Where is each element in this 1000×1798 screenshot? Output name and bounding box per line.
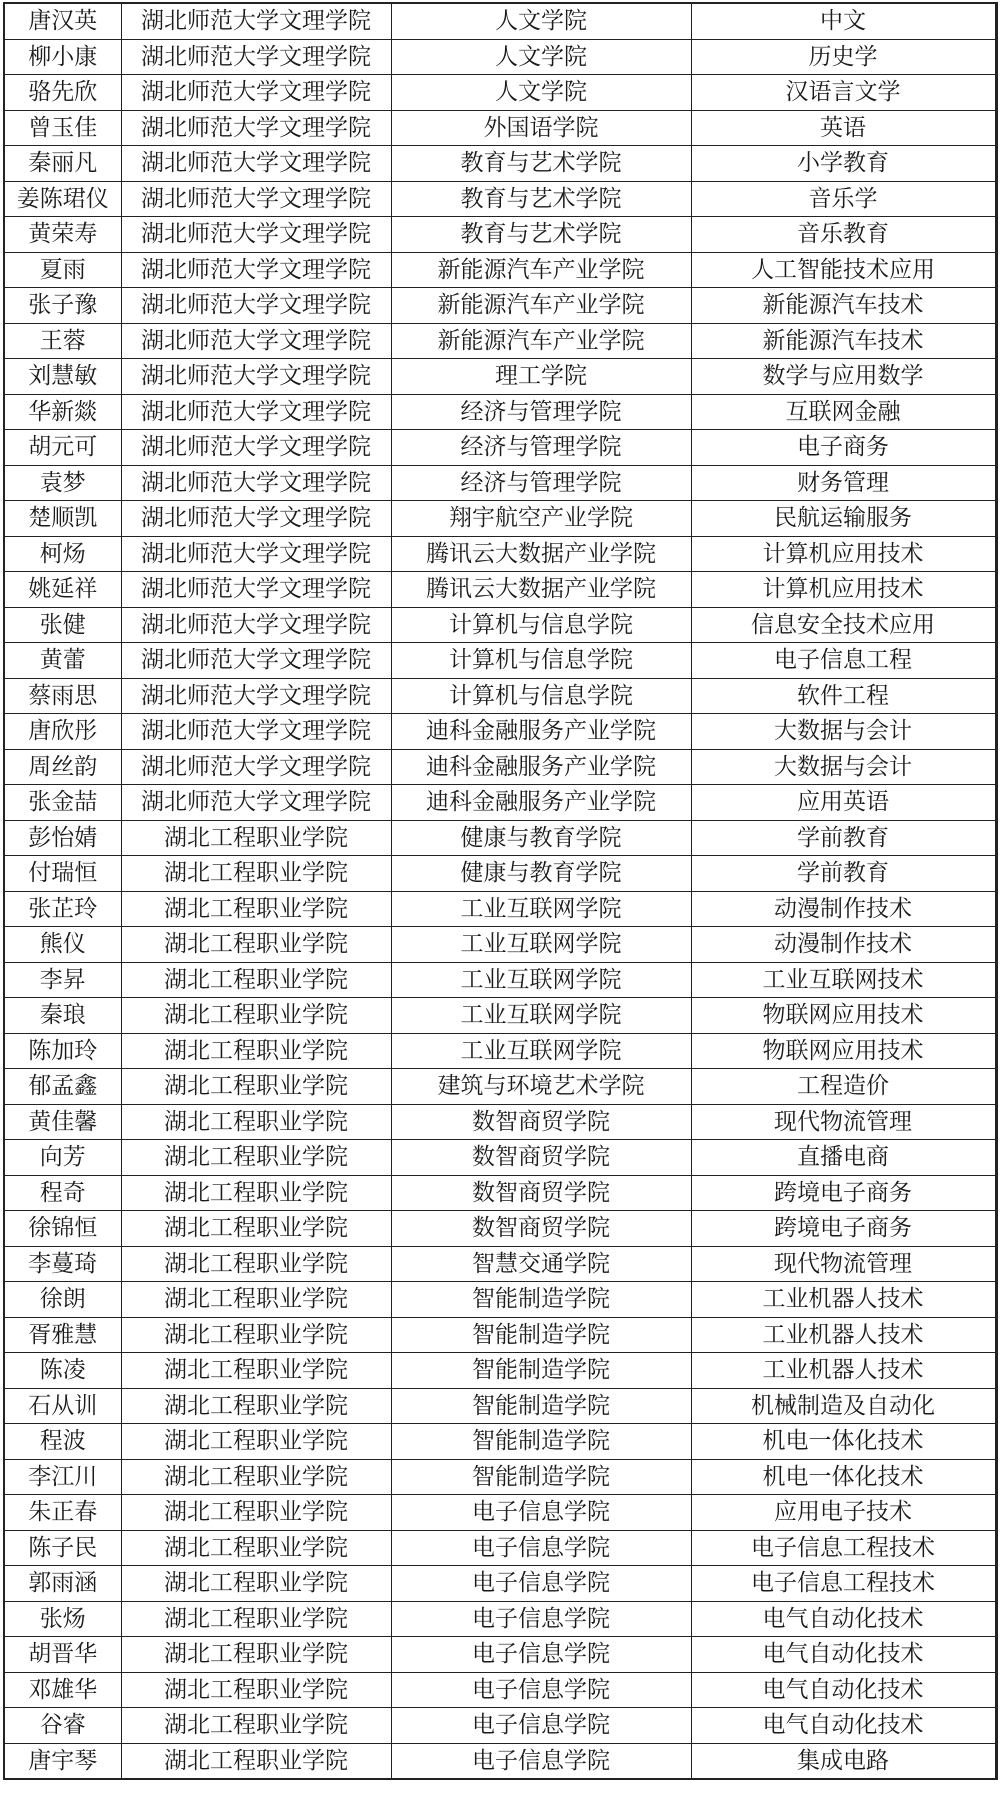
student-name-cell: 李江川 bbox=[4, 1459, 121, 1495]
major-cell: 机械制造及自动化 bbox=[691, 1388, 996, 1424]
college-cell: 迪科金融服务产业学院 bbox=[391, 714, 691, 750]
student-name-cell: 曾玉佳 bbox=[4, 110, 121, 146]
table-row bbox=[4, 1566, 996, 1602]
student-name-cell: 楚顺凯 bbox=[4, 501, 121, 537]
student-name-cell: 彭怡婧 bbox=[4, 820, 121, 856]
college-cell: 智慧交通学院 bbox=[391, 1246, 691, 1282]
school-cell: 湖北工程职业学院 bbox=[121, 1637, 391, 1673]
table-row bbox=[4, 1282, 996, 1318]
student-name-cell: 石从训 bbox=[4, 1388, 121, 1424]
school-cell: 湖北师范大学文理学院 bbox=[121, 252, 391, 288]
college-cell: 经济与管理学院 bbox=[391, 394, 691, 430]
table-row bbox=[4, 110, 996, 146]
student-name-cell: 周丝韵 bbox=[4, 749, 121, 785]
table-row bbox=[4, 1672, 996, 1708]
college-cell: 迪科金融服务产业学院 bbox=[391, 749, 691, 785]
table-row bbox=[4, 1637, 996, 1673]
major-cell: 电气自动化技术 bbox=[691, 1708, 996, 1744]
college-cell: 健康与教育学院 bbox=[391, 820, 691, 856]
college-cell: 工业互联网学院 bbox=[391, 1033, 691, 1069]
student-name-cell: 徐朗 bbox=[4, 1282, 121, 1318]
major-cell: 计算机应用技术 bbox=[691, 572, 996, 608]
table-row bbox=[4, 394, 996, 430]
college-cell: 电子信息学院 bbox=[391, 1566, 691, 1602]
table-row bbox=[4, 1069, 996, 1105]
student-name-cell: 程奇 bbox=[4, 1175, 121, 1211]
student-name-cell: 夏雨 bbox=[4, 252, 121, 288]
student-name-cell: 秦琅 bbox=[4, 998, 121, 1034]
student-name-cell: 邓雄华 bbox=[4, 1672, 121, 1708]
student-name-cell: 徐锦恒 bbox=[4, 1211, 121, 1247]
major-cell: 新能源汽车技术 bbox=[691, 323, 996, 359]
table-row bbox=[4, 714, 996, 750]
school-cell: 湖北工程职业学院 bbox=[121, 1566, 391, 1602]
student-name-cell: 黄蕾 bbox=[4, 643, 121, 679]
student-name-cell: 秦丽凡 bbox=[4, 146, 121, 182]
major-cell: 软件工程 bbox=[691, 678, 996, 714]
major-cell: 学前教育 bbox=[691, 856, 996, 892]
college-cell: 新能源汽车产业学院 bbox=[391, 288, 691, 324]
major-cell: 电子信息工程 bbox=[691, 643, 996, 679]
student-name-cell: 张金喆 bbox=[4, 785, 121, 821]
student-name-cell: 华新燚 bbox=[4, 394, 121, 430]
table-row bbox=[4, 1708, 996, 1744]
student-name-cell: 胡元可 bbox=[4, 430, 121, 466]
school-cell: 湖北工程职业学院 bbox=[121, 962, 391, 998]
major-cell: 电气自动化技术 bbox=[691, 1637, 996, 1673]
school-cell: 湖北师范大学文理学院 bbox=[121, 110, 391, 146]
college-cell: 人文学院 bbox=[391, 75, 691, 111]
school-cell: 湖北工程职业学院 bbox=[121, 1495, 391, 1531]
student-name-cell: 李昇 bbox=[4, 962, 121, 998]
student-name-cell: 李蔓琦 bbox=[4, 1246, 121, 1282]
student-name-cell: 柯炀 bbox=[4, 536, 121, 572]
major-cell: 机电一体化技术 bbox=[691, 1459, 996, 1495]
major-cell: 新能源汽车技术 bbox=[691, 288, 996, 324]
school-cell: 湖北工程职业学院 bbox=[121, 1388, 391, 1424]
school-cell: 湖北工程职业学院 bbox=[121, 1246, 391, 1282]
student-name-cell: 郭雨涵 bbox=[4, 1566, 121, 1602]
student-name-cell: 姜陈珺仪 bbox=[4, 181, 121, 217]
college-cell: 腾讯云大数据产业学院 bbox=[391, 572, 691, 608]
college-cell: 外国语学院 bbox=[391, 110, 691, 146]
major-cell: 中文 bbox=[691, 3, 996, 39]
school-cell: 湖北师范大学文理学院 bbox=[121, 643, 391, 679]
table-row bbox=[4, 856, 996, 892]
major-cell: 电气自动化技术 bbox=[691, 1672, 996, 1708]
student-name-cell: 张健 bbox=[4, 607, 121, 643]
major-cell: 大数据与会计 bbox=[691, 714, 996, 750]
major-cell: 应用电子技术 bbox=[691, 1495, 996, 1531]
table-row bbox=[4, 1424, 996, 1460]
college-cell: 电子信息学院 bbox=[391, 1530, 691, 1566]
major-cell: 互联网金融 bbox=[691, 394, 996, 430]
major-cell: 财务管理 bbox=[691, 465, 996, 501]
college-cell: 经济与管理学院 bbox=[391, 465, 691, 501]
major-cell: 工业机器人技术 bbox=[691, 1353, 996, 1389]
student-name-cell: 刘慧敏 bbox=[4, 359, 121, 395]
major-cell: 现代物流管理 bbox=[691, 1104, 996, 1140]
major-cell: 学前教育 bbox=[691, 820, 996, 856]
student-name-cell: 柳小康 bbox=[4, 39, 121, 75]
student-name-cell: 唐欣彤 bbox=[4, 714, 121, 750]
student-name-cell: 骆先欣 bbox=[4, 75, 121, 111]
college-cell: 经济与管理学院 bbox=[391, 430, 691, 466]
school-cell: 湖北工程职业学院 bbox=[121, 1601, 391, 1637]
student-name-cell: 向芳 bbox=[4, 1140, 121, 1176]
major-cell: 英语 bbox=[691, 110, 996, 146]
table-row bbox=[4, 572, 996, 608]
table-row bbox=[4, 146, 996, 182]
school-cell: 湖北师范大学文理学院 bbox=[121, 501, 391, 537]
major-cell: 跨境电子商务 bbox=[691, 1175, 996, 1211]
school-cell: 湖北师范大学文理学院 bbox=[121, 75, 391, 111]
table-row bbox=[4, 3, 996, 39]
table-row bbox=[4, 536, 996, 572]
student-name-cell: 张炀 bbox=[4, 1601, 121, 1637]
major-cell: 工程造价 bbox=[691, 1069, 996, 1105]
college-cell: 数智商贸学院 bbox=[391, 1211, 691, 1247]
major-cell: 物联网应用技术 bbox=[691, 998, 996, 1034]
student-name-cell: 郁孟鑫 bbox=[4, 1069, 121, 1105]
college-cell: 新能源汽车产业学院 bbox=[391, 323, 691, 359]
college-cell: 电子信息学院 bbox=[391, 1495, 691, 1531]
major-cell: 数学与应用数学 bbox=[691, 359, 996, 395]
table-row bbox=[4, 678, 996, 714]
major-cell: 物联网应用技术 bbox=[691, 1033, 996, 1069]
college-cell: 腾讯云大数据产业学院 bbox=[391, 536, 691, 572]
table-row bbox=[4, 749, 996, 785]
school-cell: 湖北工程职业学院 bbox=[121, 1282, 391, 1318]
table-row bbox=[4, 1495, 996, 1531]
school-cell: 湖北师范大学文理学院 bbox=[121, 146, 391, 182]
table-row bbox=[4, 1211, 996, 1247]
major-cell: 动漫制作技术 bbox=[691, 891, 996, 927]
college-cell: 工业互联网学院 bbox=[391, 998, 691, 1034]
student-name-cell: 胡晋华 bbox=[4, 1637, 121, 1673]
college-cell: 智能制造学院 bbox=[391, 1353, 691, 1389]
school-cell: 湖北工程职业学院 bbox=[121, 1672, 391, 1708]
student-name-cell: 胥雅慧 bbox=[4, 1317, 121, 1353]
school-cell: 湖北师范大学文理学院 bbox=[121, 430, 391, 466]
table-row bbox=[4, 1140, 996, 1176]
table-row bbox=[4, 465, 996, 501]
school-cell: 湖北工程职业学院 bbox=[121, 1069, 391, 1105]
school-cell: 湖北师范大学文理学院 bbox=[121, 359, 391, 395]
table-row bbox=[4, 820, 996, 856]
student-name-cell: 谷睿 bbox=[4, 1708, 121, 1744]
student-name-cell: 程波 bbox=[4, 1424, 121, 1460]
table-row bbox=[4, 1317, 996, 1353]
school-cell: 湖北师范大学文理学院 bbox=[121, 607, 391, 643]
student-roster-table bbox=[3, 2, 998, 1780]
student-name-cell: 朱正春 bbox=[4, 1495, 121, 1531]
major-cell: 动漫制作技术 bbox=[691, 927, 996, 963]
table-row bbox=[4, 998, 996, 1034]
table-row bbox=[4, 1530, 996, 1566]
table-row bbox=[4, 501, 996, 537]
major-cell: 应用英语 bbox=[691, 785, 996, 821]
school-cell: 湖北工程职业学院 bbox=[121, 1424, 391, 1460]
major-cell: 电子信息工程技术 bbox=[691, 1566, 996, 1602]
table-row bbox=[4, 323, 996, 359]
college-cell: 建筑与环境艺术学院 bbox=[391, 1069, 691, 1105]
major-cell: 现代物流管理 bbox=[691, 1246, 996, 1282]
major-cell: 电气自动化技术 bbox=[691, 1601, 996, 1637]
school-cell: 湖北工程职业学院 bbox=[121, 1175, 391, 1211]
school-cell: 湖北工程职业学院 bbox=[121, 998, 391, 1034]
college-cell: 数智商贸学院 bbox=[391, 1140, 691, 1176]
college-cell: 智能制造学院 bbox=[391, 1424, 691, 1460]
student-name-cell: 陈子民 bbox=[4, 1530, 121, 1566]
school-cell: 湖北工程职业学院 bbox=[121, 856, 391, 892]
college-cell: 迪科金融服务产业学院 bbox=[391, 785, 691, 821]
college-cell: 理工学院 bbox=[391, 359, 691, 395]
school-cell: 湖北师范大学文理学院 bbox=[121, 714, 391, 750]
major-cell: 信息安全技术应用 bbox=[691, 607, 996, 643]
table-row bbox=[4, 1743, 996, 1779]
table-row bbox=[4, 1459, 996, 1495]
college-cell: 智能制造学院 bbox=[391, 1388, 691, 1424]
school-cell: 湖北工程职业学院 bbox=[121, 1033, 391, 1069]
table-row bbox=[4, 252, 996, 288]
school-cell: 湖北工程职业学院 bbox=[121, 1708, 391, 1744]
major-cell: 音乐教育 bbox=[691, 217, 996, 253]
college-cell: 工业互联网学院 bbox=[391, 891, 691, 927]
major-cell: 集成电路 bbox=[691, 1743, 996, 1779]
table-row bbox=[4, 1175, 996, 1211]
major-cell: 机电一体化技术 bbox=[691, 1424, 996, 1460]
school-cell: 湖北工程职业学院 bbox=[121, 1140, 391, 1176]
table-row bbox=[4, 1388, 996, 1424]
student-name-cell: 熊仪 bbox=[4, 927, 121, 963]
school-cell: 湖北师范大学文理学院 bbox=[121, 536, 391, 572]
school-cell: 湖北工程职业学院 bbox=[121, 820, 391, 856]
school-cell: 湖北工程职业学院 bbox=[121, 1353, 391, 1389]
student-name-cell: 姚延祥 bbox=[4, 572, 121, 608]
major-cell: 大数据与会计 bbox=[691, 749, 996, 785]
college-cell: 教育与艺术学院 bbox=[391, 181, 691, 217]
student-name-cell: 王蓉 bbox=[4, 323, 121, 359]
student-name-cell: 唐宇琴 bbox=[4, 1743, 121, 1779]
major-cell: 电子商务 bbox=[691, 430, 996, 466]
school-cell: 湖北工程职业学院 bbox=[121, 1459, 391, 1495]
school-cell: 湖北师范大学文理学院 bbox=[121, 785, 391, 821]
college-cell: 数智商贸学院 bbox=[391, 1104, 691, 1140]
school-cell: 湖北师范大学文理学院 bbox=[121, 217, 391, 253]
college-cell: 电子信息学院 bbox=[391, 1708, 691, 1744]
school-cell: 湖北工程职业学院 bbox=[121, 1104, 391, 1140]
major-cell: 民航运输服务 bbox=[691, 501, 996, 537]
school-cell: 湖北师范大学文理学院 bbox=[121, 394, 391, 430]
table-row bbox=[4, 1033, 996, 1069]
college-cell: 人文学院 bbox=[391, 3, 691, 39]
college-cell: 电子信息学院 bbox=[391, 1637, 691, 1673]
major-cell: 工业互联网技术 bbox=[691, 962, 996, 998]
college-cell: 工业互联网学院 bbox=[391, 962, 691, 998]
table-row bbox=[4, 1104, 996, 1140]
major-cell: 跨境电子商务 bbox=[691, 1211, 996, 1247]
table-body bbox=[4, 3, 996, 1779]
major-cell: 人工智能技术应用 bbox=[691, 252, 996, 288]
major-cell: 直播电商 bbox=[691, 1140, 996, 1176]
table-row bbox=[4, 217, 996, 253]
school-cell: 湖北师范大学文理学院 bbox=[121, 465, 391, 501]
table-row bbox=[4, 181, 996, 217]
student-name-cell: 付瑞恒 bbox=[4, 856, 121, 892]
school-cell: 湖北师范大学文理学院 bbox=[121, 288, 391, 324]
college-cell: 翔宇航空产业学院 bbox=[391, 501, 691, 537]
major-cell: 工业机器人技术 bbox=[691, 1317, 996, 1353]
college-cell: 健康与教育学院 bbox=[391, 856, 691, 892]
table-row bbox=[4, 607, 996, 643]
student-name-cell: 袁梦 bbox=[4, 465, 121, 501]
school-cell: 湖北师范大学文理学院 bbox=[121, 3, 391, 39]
table-row bbox=[4, 75, 996, 111]
college-cell: 人文学院 bbox=[391, 39, 691, 75]
school-cell: 湖北工程职业学院 bbox=[121, 1211, 391, 1247]
major-cell: 工业机器人技术 bbox=[691, 1282, 996, 1318]
school-cell: 湖北工程职业学院 bbox=[121, 1530, 391, 1566]
school-cell: 湖北师范大学文理学院 bbox=[121, 39, 391, 75]
school-cell: 湖北师范大学文理学院 bbox=[121, 323, 391, 359]
major-cell: 音乐学 bbox=[691, 181, 996, 217]
student-name-cell: 陈加玲 bbox=[4, 1033, 121, 1069]
major-cell: 计算机应用技术 bbox=[691, 536, 996, 572]
college-cell: 新能源汽车产业学院 bbox=[391, 252, 691, 288]
school-cell: 湖北工程职业学院 bbox=[121, 1317, 391, 1353]
table-row bbox=[4, 359, 996, 395]
table-row bbox=[4, 288, 996, 324]
table-row bbox=[4, 1246, 996, 1282]
student-name-cell: 张子豫 bbox=[4, 288, 121, 324]
college-cell: 电子信息学院 bbox=[391, 1672, 691, 1708]
college-cell: 工业互联网学院 bbox=[391, 927, 691, 963]
college-cell: 计算机与信息学院 bbox=[391, 643, 691, 679]
college-cell: 计算机与信息学院 bbox=[391, 607, 691, 643]
college-cell: 数智商贸学院 bbox=[391, 1175, 691, 1211]
college-cell: 智能制造学院 bbox=[391, 1459, 691, 1495]
college-cell: 教育与艺术学院 bbox=[391, 217, 691, 253]
table-row bbox=[4, 891, 996, 927]
table-row bbox=[4, 1601, 996, 1637]
table-row bbox=[4, 785, 996, 821]
table-row bbox=[4, 962, 996, 998]
student-name-cell: 黄荣寿 bbox=[4, 217, 121, 253]
student-name-cell: 黄佳馨 bbox=[4, 1104, 121, 1140]
school-cell: 湖北师范大学文理学院 bbox=[121, 181, 391, 217]
college-cell: 教育与艺术学院 bbox=[391, 146, 691, 182]
college-cell: 电子信息学院 bbox=[391, 1601, 691, 1637]
school-cell: 湖北师范大学文理学院 bbox=[121, 572, 391, 608]
table-row bbox=[4, 39, 996, 75]
table-row bbox=[4, 927, 996, 963]
college-cell: 智能制造学院 bbox=[391, 1317, 691, 1353]
major-cell: 小学教育 bbox=[691, 146, 996, 182]
student-name-cell: 陈凌 bbox=[4, 1353, 121, 1389]
school-cell: 湖北师范大学文理学院 bbox=[121, 749, 391, 785]
student-name-cell: 唐汉英 bbox=[4, 3, 121, 39]
college-cell: 计算机与信息学院 bbox=[391, 678, 691, 714]
major-cell: 汉语言文学 bbox=[691, 75, 996, 111]
student-name-cell: 张芷玲 bbox=[4, 891, 121, 927]
major-cell: 电子信息工程技术 bbox=[691, 1530, 996, 1566]
student-name-cell: 蔡雨思 bbox=[4, 678, 121, 714]
table-row bbox=[4, 1353, 996, 1389]
school-cell: 湖北师范大学文理学院 bbox=[121, 678, 391, 714]
school-cell: 湖北工程职业学院 bbox=[121, 1743, 391, 1779]
school-cell: 湖北工程职业学院 bbox=[121, 927, 391, 963]
major-cell: 历史学 bbox=[691, 39, 996, 75]
table-row bbox=[4, 643, 996, 679]
table-row bbox=[4, 430, 996, 466]
college-cell: 电子信息学院 bbox=[391, 1743, 691, 1779]
college-cell: 智能制造学院 bbox=[391, 1282, 691, 1318]
school-cell: 湖北工程职业学院 bbox=[121, 891, 391, 927]
